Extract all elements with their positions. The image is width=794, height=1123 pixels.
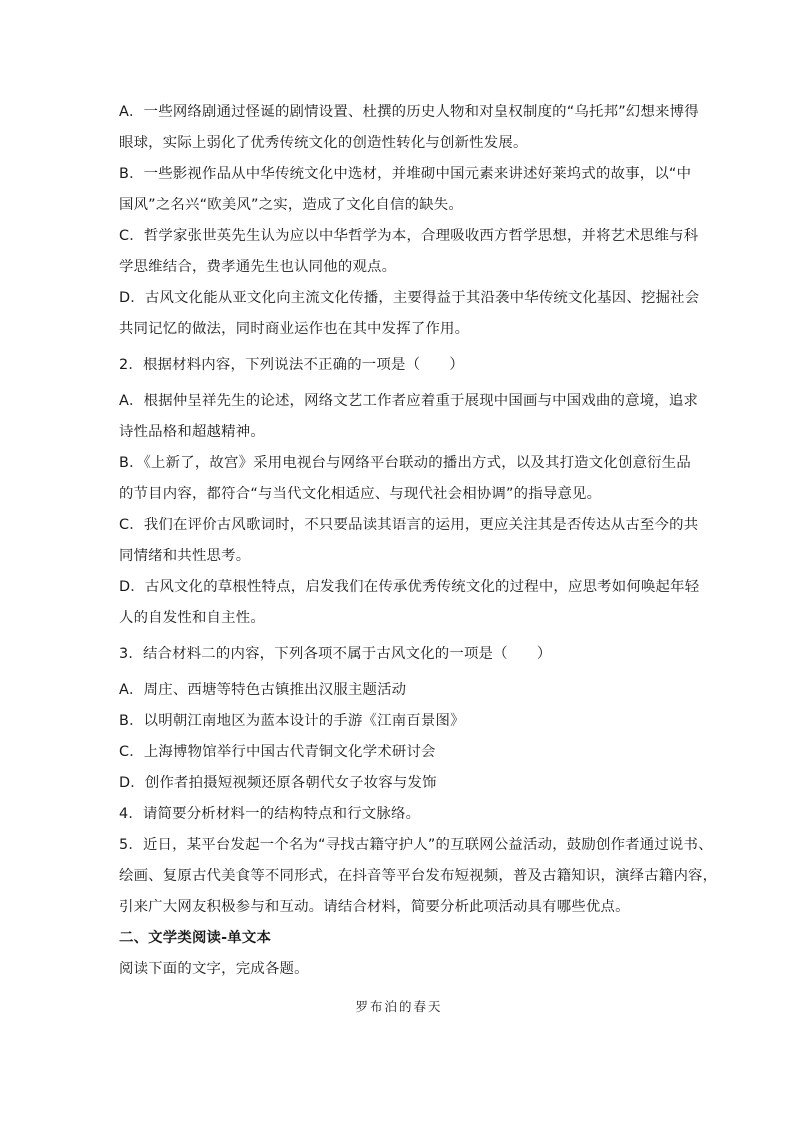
- q1-option-a-line1: A．一些网络剧通过怪诞的剧情设置、杜撰的历史人物和对皇权制度的“乌托邦”幻想来博得: [119, 104, 699, 120]
- q1-option-c-line1: C．哲学家张世英先生认为应以中华哲学为本，合理吸收西方哲学思想，并将艺术思维与科: [119, 228, 699, 244]
- q2-option-c-line2: 同情绪和共性思考。: [119, 548, 251, 564]
- q4-stem: 4．请简要分析材料一的结构特点和行文脉络。: [119, 806, 421, 822]
- q5-line3: 引来广大网友积极参与和互动。请结合材料，简要分析此项活动具有哪些优点。: [119, 899, 630, 915]
- q2-stem: 2．根据材料内容，下列说法不正确的一项是（ ）: [119, 357, 464, 373]
- question-content: [119, 97, 718, 1022]
- q5-stem: [119, 830, 718, 923]
- q1-option-c: [119, 221, 699, 283]
- q1-option-b-line2: 国风”之名兴“欧美风”之实，造成了文化自信的缺失。: [119, 197, 463, 213]
- q1-option-a: [119, 97, 699, 159]
- q2-option-a-line2: 诗性品格和超越精神。: [119, 424, 265, 440]
- q1-option-d: [119, 283, 700, 345]
- q2-option-d-line2: 人的自发性和自主性。: [119, 610, 265, 626]
- q1-option-d-line2: 共同记忆的做法，同时商业运作也在其中发挥了作用。: [119, 321, 470, 337]
- q5-line2: 绘画、复原古代美食等不同形式，在抖音等平台发布短视频，普及古籍知识，演绎古籍内容，: [119, 868, 718, 884]
- q1-option-d-line1: D．古风文化能从亚文化向主流文化传播，主要得益于其沿袭中华传统文化基因、挖掘社会: [119, 290, 700, 306]
- q2-option-b-line1: B．《上新了，故宫》采用电视台与网络平台联动的播出方式，以及其打造文化创意衍生品: [119, 455, 691, 471]
- q1-option-b-line1: B．一些影视作品从中华传统文化中选材，并堆砌中国元素来讲述好莱坞式的故事，以“中: [119, 166, 692, 182]
- q2-option-b: [119, 448, 691, 510]
- q2-option-a: [119, 386, 699, 448]
- q2-option-d-line1: D．古风文化的草根性特点，启发我们在传承优秀传统文化的过程中，应思考如何唤起年轻: [119, 579, 700, 595]
- q2-option-c-line1: C．我们在评价古风歌词时，不只要品读其语言的运用，更应关注其是否传达从古至今的共: [119, 517, 699, 533]
- reading-instruction: 阅读下面的文字，完成各题。: [119, 961, 309, 977]
- q5-line1: 5．近日，某平台发起一个名为“寻找古籍守护人”的互联网公益活动，鼓励创作者通过说书、: [119, 837, 713, 853]
- q2-option-c: [119, 510, 699, 572]
- q1-option-a-line2: 眼球，实际上弱化了优秀传统文化的创造性转化与创新性发展。: [119, 135, 528, 151]
- q3-stem: 3．结合材料二的内容，下列各项不属于古风文化的一项是（ ）: [119, 646, 552, 662]
- section-heading: 二、文学类阅读-单文本: [119, 930, 272, 946]
- q1-option-b: [119, 159, 692, 221]
- q3-option-b: B．以明朝江南地区为蓝本设计的手游《江南百景图》: [119, 713, 465, 729]
- q3-option-d: D．创作者拍摄短视频还原各朝代女子妆容与发饰: [119, 775, 437, 791]
- q3-option-a: A．周庄、西塘等特色古镇推出汉服主题活动: [119, 682, 407, 698]
- q2-option-d: [119, 572, 700, 634]
- passage-title: 罗布泊的春天: [355, 999, 443, 1014]
- q3-option-c: C．上海博物馆举行中国古代青铜文化学术研讨会: [119, 744, 436, 760]
- q2-option-a-line1: A．根据仲呈祥先生的论述，网络文艺工作者应着重于展现中国画与中国戏曲的意境，追求: [119, 393, 699, 409]
- q1-option-c-line2: 学思维结合，费孝通先生也认同他的观点。: [119, 259, 397, 275]
- q2-option-b-line2: 的节目内容，都符合“与当代文化相适应、与现代社会相协调”的指导意见。: [119, 486, 602, 502]
